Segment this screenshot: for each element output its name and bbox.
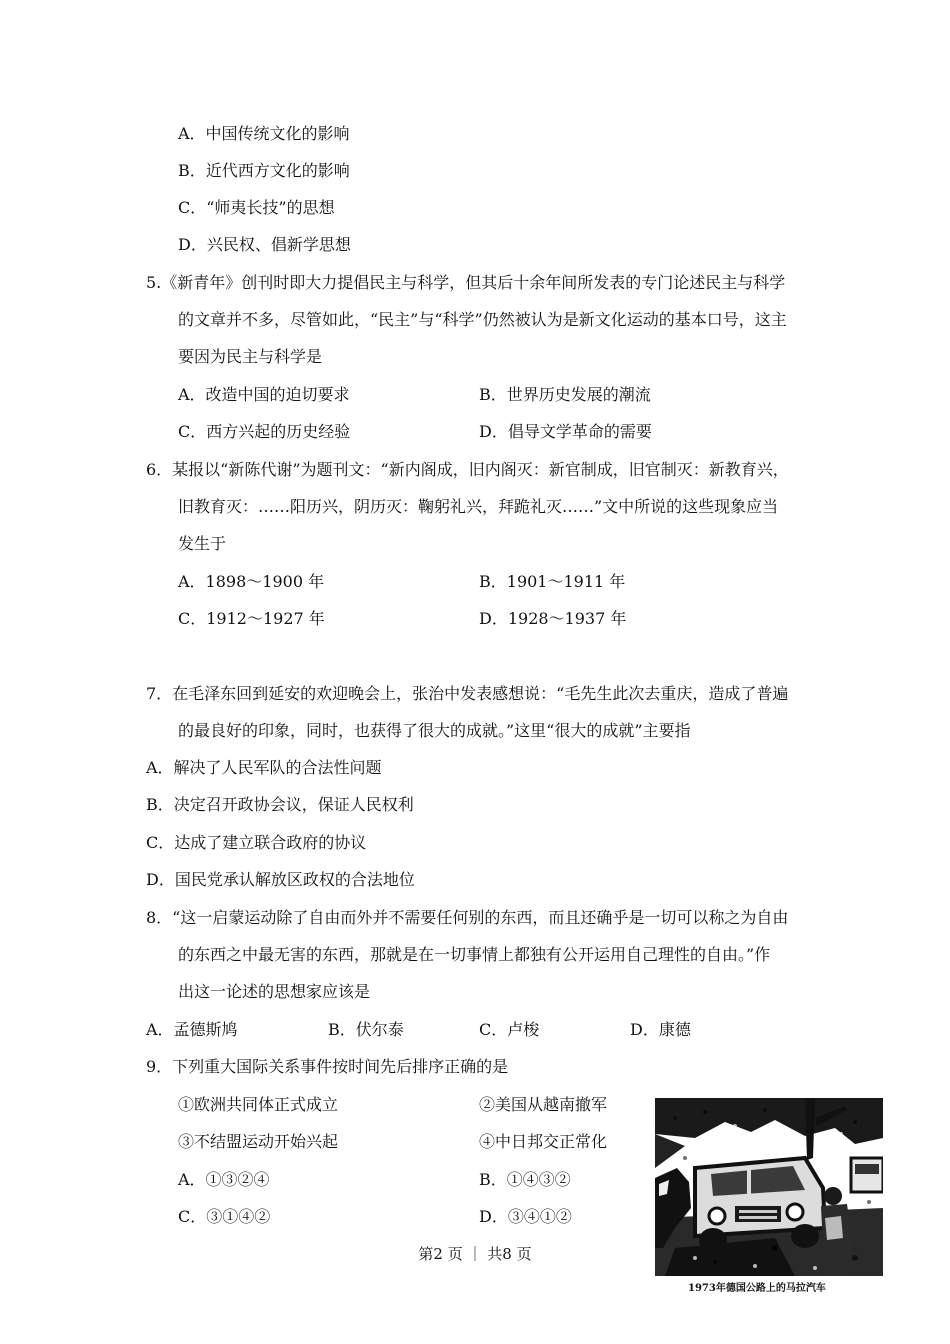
- q5-option-d: D．倡导文学革命的需要: [479, 422, 652, 441]
- q8-option-d: D．康德: [630, 1020, 691, 1039]
- q7-stem-line-2: 的最良好的印象，同时，也获得了很大的成就。”这里“很大的成就”主要指: [178, 721, 691, 740]
- q6-stem-line-2: 旧教育灭：……阳历兴，阴历灭：鞠躬礼兴，拜跪礼灭……”文中所说的这些现象应当: [178, 497, 779, 516]
- q4-option-b: B．近代西方文化的影响: [178, 161, 350, 180]
- q8-option-c: C．卢梭: [479, 1020, 540, 1039]
- q5-option-a: A．改造中国的迫切要求: [178, 385, 350, 404]
- q7-option-c: C．达成了建立联合政府的协议: [146, 833, 367, 852]
- q6-option-b: B．1901～1911 年: [479, 572, 626, 591]
- q9-option-d: D．③④①②: [479, 1207, 572, 1226]
- q8-stem-line-2: 的东西之中最无害的东西，那就是在一切事情上都独有公开运用自己理性的自由。”作: [178, 945, 771, 964]
- page-footer: 第2 页 ｜ 共8 页: [418, 1245, 532, 1263]
- q6-option-a: A．1898～1900 年: [178, 572, 325, 591]
- q9-item-2: ②美国从越南撤军: [479, 1095, 608, 1114]
- q4-option-d: D．兴民权、倡新学思想: [178, 235, 351, 254]
- q9-option-c: C．③①④②: [178, 1207, 271, 1226]
- q7-option-b: B．决定召开政协会议，保证人民权利: [146, 795, 414, 814]
- q7-stem-line-1: 7．在毛泽东回到延安的欢迎晚会上，张治中发表感想说：“毛先生此次去重庆，造成了普遍: [146, 684, 789, 703]
- q9-item-4: ④中日邦交正常化: [479, 1132, 608, 1151]
- q5-option-b: B．世界历史发展的潮流: [479, 385, 651, 404]
- q5-stem-line-3: 要因为民主与科学是: [178, 347, 323, 366]
- q8-stem-line-3: 出这一论述的思想家应该是: [178, 982, 371, 1001]
- q5-stem-line-1: 5.《新青年》创刊时即大力提倡民主与科学，但其后十余年间所发表的专门论述民主与科学: [146, 273, 786, 292]
- q6-stem-line-1: 6．某报以“新陈代谢”为题刊文：“新内阁成，旧内阁灭：新官制成，旧官制灭：新教育兴，: [146, 460, 789, 479]
- q8-stem-line-1: 8．“这一启蒙运动除了自由而外并不需要任何别的东西，而且还确乎是一切可以称之为自由: [146, 908, 789, 927]
- q8-option-a: A．孟德斯鸠: [146, 1020, 238, 1039]
- q7-option-a: A．解决了人民军队的合法性问题: [146, 758, 382, 777]
- q7-option-d: D．国民党承认解放区政权的合法地位: [146, 870, 415, 889]
- q9-option-a: A．①③②④: [178, 1170, 270, 1189]
- q6-option-d: D．1928～1937 年: [479, 609, 627, 628]
- q4-option-a: A．中国传统文化的影响: [178, 124, 350, 143]
- q6-option-c: C．1912～1927 年: [178, 609, 325, 628]
- q4-option-c: C．“师夷长技”的思想: [178, 198, 335, 217]
- q6-stem-line-3: 发生于: [178, 534, 227, 553]
- q8-option-b: B．伏尔泰: [328, 1020, 404, 1039]
- photo-caption: 1973年德国公路上的马拉汽车: [688, 1283, 826, 1294]
- q9-item-1: ①欧洲共同体正式成立: [178, 1095, 339, 1114]
- q9-stem: 9．下列重大国际关系事件按时间先后排序正确的是: [146, 1057, 509, 1076]
- q9-item-3: ③不结盟运动开始兴起: [178, 1132, 339, 1151]
- q5-stem-line-2: 的文章并不多，尽管如此，“民主”与“科学”仍然被认为是新文化运动的基本口号，这主: [178, 310, 787, 329]
- q9-option-b: B．①④③②: [479, 1170, 571, 1189]
- q5-option-c: C．西方兴起的历史经验: [178, 422, 351, 441]
